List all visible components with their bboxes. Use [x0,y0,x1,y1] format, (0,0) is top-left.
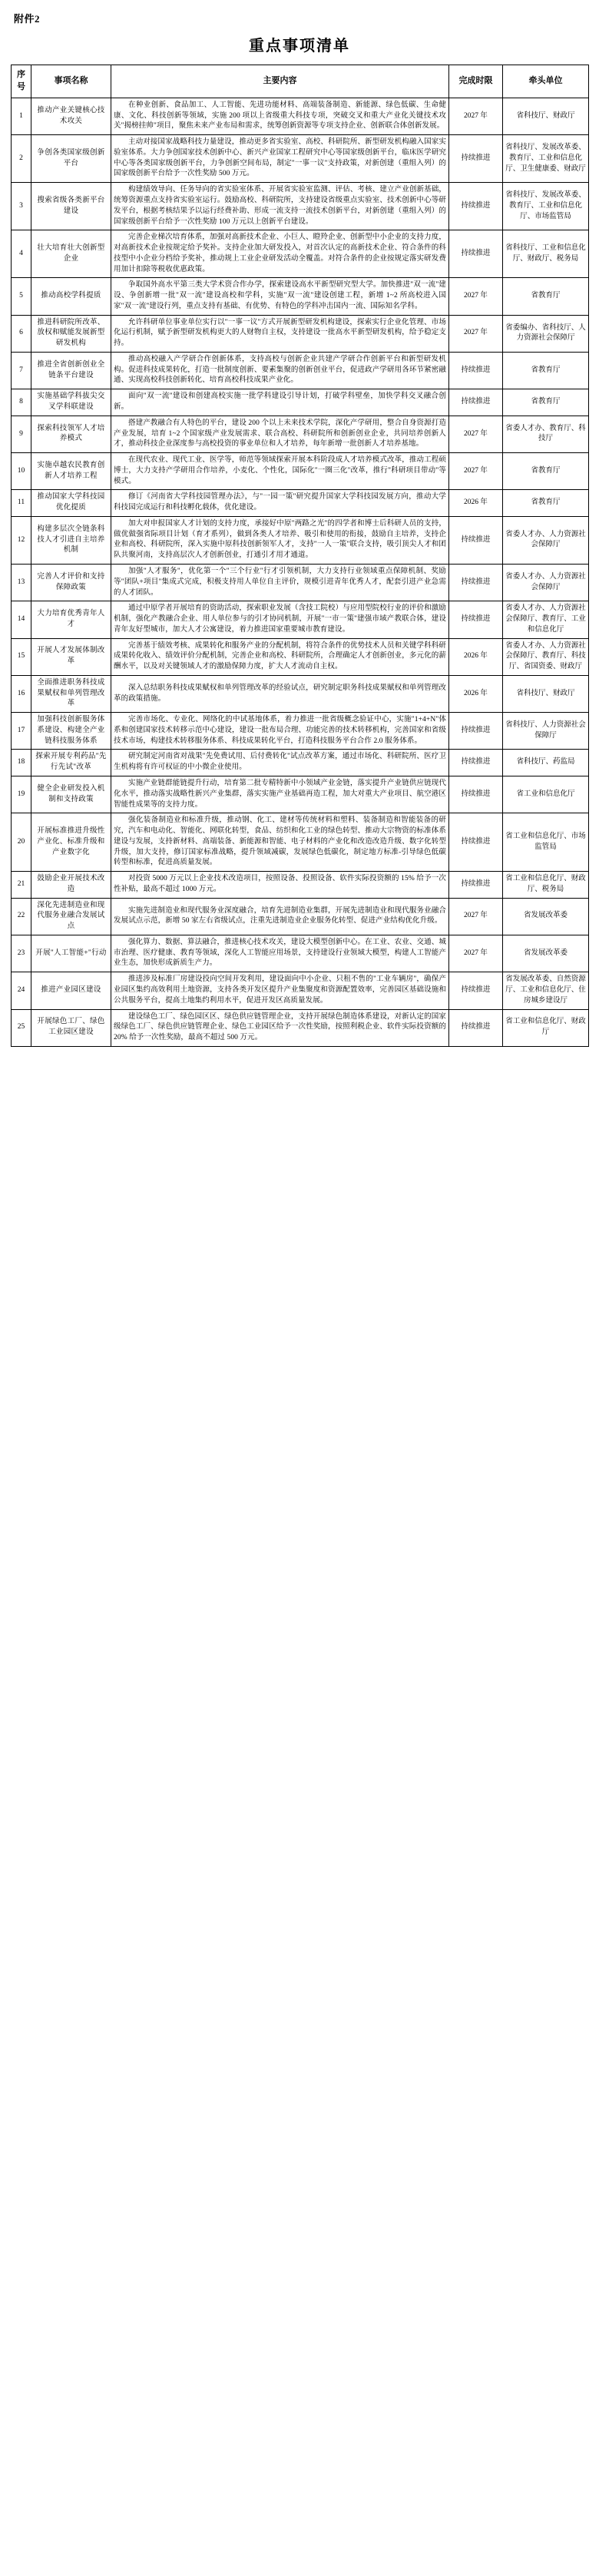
row-lead-unit: 省教育厅 [503,453,589,490]
row-item-name: 开展标准推进升级性产业化、标准升级和产业数字化 [31,813,111,872]
row-main-content-text: 构建绩效导向、任务导向的省实验室体系、开展省实验室监测、评估、考核、建立产业创新基础，统筹资源重点支持省实验室运行。鼓励高校、科研院所，支持建设省级重点实验室、技术创新中心等研发平台，根据考核结果予以运行经费补助、形成一流支持一流技术创新平台，对新创建（重组入列）的国家级创新平台给予一次性奖励 100 万元以上创新平台建设。 [114,186,446,226]
row-deadline: 持续推进 [449,564,503,601]
row-deadline: 持续推进 [449,516,503,564]
row-main-content [111,601,449,638]
table-row [12,564,589,601]
row-lead-unit: 省科技厅、人力资源社会保障厅 [503,713,589,750]
row-item-name: 开展"人工智能+"行动 [31,935,111,972]
row-deadline: 2027 年 [449,898,503,935]
row-index: 7 [12,352,31,389]
table-row [12,872,589,899]
document-page [0,0,599,1062]
row-item-name: 争创各类国家级创新平台 [31,135,111,183]
row-item-name: 加强科技创新服务体系建设、构建全产业链科技服务体系 [31,713,111,750]
row-index: 6 [12,315,31,352]
row-deadline: 2027 年 [449,278,503,315]
row-main-content-text: 在现代农业、现代工业、医学等，师范等领域探索开展本科阶段成人才培养模式改革，推动工程硕博士，大力支持产学研用合作培养，小麦化、个性化，国际化"一圈三化"改革，推行"科研项目带动"等模式。 [114,456,446,485]
row-deadline: 2027 年 [449,453,503,490]
row-main-content-text: 完善企业梯次培育体系，加强对高新技术企业、小巨人、瞪羚企业、创新型中小企业的支持力度，对高新技术企业按规定给予奖补。支持企业加大研发投入，对首次认定的高新技术企业、符合条件的科技型中小企业分档给予奖补，推动规上工业企业研发活动全覆盖。对符合条件的企业按规定落实研发费用加计扣除等税收优惠政策。 [114,233,446,273]
row-main-content-text: 推进涉及标准厂房建设投向空间开发利用，建设面向中小企业、只租不售的"工业车辆房"，确保产业园区集约高效利用土地资源，支持各类开发区提升产业集聚度和资源配置效率，完善园区基础设施和公共服务平台，提高土地集约利用水平，促进开发区高质量发展。 [114,975,446,1005]
row-deadline: 持续推进 [449,713,503,750]
row-main-content [111,516,449,564]
row-main-content [111,230,449,278]
row-deadline: 持续推进 [449,389,503,416]
row-item-name: 探索开展专利药品"先行先试"改革 [31,750,111,776]
row-item-name: 实施基础学科拔尖交叉学科联建设 [31,389,111,416]
row-main-content-text: 搭建产教融合有人特色的平台，建设 200 个以上未来技术学院，深化产学研用，整合自身资源打造产业发展，培育 1~2 个国家级产业发展需求、联合高校、科研院所和创新创业企业，共同培养创新人才，推动科技企业深度参与高校投资的事业单位和人才培养，每年新增一批创新人才培养基地。 [114,419,446,449]
table-row [12,278,589,315]
row-main-content [111,1009,449,1046]
row-index: 13 [12,564,31,601]
row-main-content [111,638,449,675]
row-lead-unit: 省委编办、省科技厅、人力资源社会保障厅 [503,315,589,352]
row-item-name: 推动产业关键核心技术攻关 [31,98,111,134]
row-lead-unit: 省工业和信息化厅、财政厅 [503,1009,589,1046]
row-index: 11 [12,490,31,517]
row-main-content-text: 允许科研单位事业单位实行以"一事一议"方式开展新型研发机构建设，探索实行企业化管理、市场化运行机制，赋予新型研发机构更大的人财物自主权，支持建设一批高水平新型研发机构，给予稳定支持。 [114,318,446,348]
row-lead-unit: 省教育厅 [503,352,589,389]
row-main-content-text: 对投资 5000 万元以上企业技术改造项目，按照设备、投照设备、软件实际投资额的 15% 给予一次性补贴，最高不超过 1000 万元。 [114,875,446,893]
row-deadline: 持续推进 [449,813,503,872]
row-deadline: 持续推进 [449,230,503,278]
row-index: 18 [12,750,31,776]
row-main-content [111,776,449,813]
row-item-name: 搜索省级各类新平台建设 [31,183,111,230]
row-item-name: 健全企业研发投入机制和支持政策 [31,776,111,813]
row-index: 8 [12,389,31,416]
row-main-content [111,278,449,315]
row-index: 15 [12,638,31,675]
table-row [12,638,589,675]
row-main-content [111,935,449,972]
row-lead-unit: 省科技厅、财政厅 [503,98,589,134]
row-lead-unit: 省发展改革委、自然资源厅、工业和信息化厅、住房城乡建设厅 [503,972,589,1009]
row-index: 19 [12,776,31,813]
key-items-table [11,65,589,1047]
row-index: 16 [12,675,31,712]
row-deadline: 2027 年 [449,98,503,134]
table-row [12,750,589,776]
row-main-content-text: 实施先进制造业和现代服务业深度融合，培育先进制造业集群，开展先进制造业和现代服务业融合发展试点示范，新增 50 家左右省级试点，注重先进制造业企业服务化转型、促进产业结构优化升级。 [114,906,446,925]
row-deadline: 2026 年 [449,490,503,517]
row-main-content-text: 在种业创新、食品加工、人工智能、先进功能材料、高端装备制造、新能源、绿色低碳、生命健康、文化、科技创新等领域，实施 200 项以上省级重大科技专项，突破交叉和重大产业化关键技术攻关"揭榜挂帅"项目，聚焦未来产业布局和需求，统筹创新资源等专项支持企业、创新联合体创新发展。 [114,101,446,131]
row-index: 20 [12,813,31,872]
row-main-content-text: 主动对接国家战略科技力量建设，推动更多省实验室、高校、科研院所、新型研发机构融入国家实验室体系。大力争创国家技术创新中心、新兴产业国家工程研究中心等国家级创新平台，临床医学研究中心等各类国家级创新平台，力争创新空间布局，制定"一事一议"支持政策，对新创建（重组入列）的国家级创新平台给予一次性奖励 500 万元。 [114,138,446,178]
column-header-deadline: 完成时限 [449,65,503,98]
row-lead-unit: 省教育厅 [503,278,589,315]
table-row [12,516,589,564]
column-header-index: 序号 [12,65,31,98]
row-lead-unit: 省委人才办、人力资源社会保障厅、教育厅、工业和信息化厅 [503,601,589,638]
table-row [12,230,589,278]
row-main-content-text: 推动高校融入产学研合作创新体系，支持高校与创新企业共建产学研合作创新平台和新型研发机构。促进科技成果转化，打造一批制度创新、要素集聚的创新创业平台，促进政产学研用各环节紧密融通、实现高校科技创新转化、培育高校科技成果产业化。 [114,355,446,385]
column-header-lead: 牵头单位 [503,65,589,98]
row-main-content [111,98,449,134]
row-item-name: 推进产业园区建设 [31,972,111,1009]
row-lead-unit: 省发展改革委 [503,935,589,972]
row-index: 14 [12,601,31,638]
row-main-content [111,490,449,517]
table-row [12,713,589,750]
row-index: 10 [12,453,31,490]
row-item-name: 推进全省创新创业全链条平台建设 [31,352,111,389]
row-item-name: 完善人才评价和支持保障政策 [31,564,111,601]
row-lead-unit: 省工业和信息化厅、财政厅、税务局 [503,872,589,899]
table-row [12,135,589,183]
row-index: 24 [12,972,31,1009]
row-deadline: 持续推进 [449,750,503,776]
table-body [12,98,589,1046]
row-index: 2 [12,135,31,183]
row-item-name: 推动国家大学科技园优化提质 [31,490,111,517]
table-row [12,98,589,134]
row-item-name: 推动高校学科提质 [31,278,111,315]
row-index: 1 [12,98,31,134]
document-title: 重点事项清单 [249,38,350,55]
row-main-content-text: 深入总结职务科技成果赋权和单列管理改革的经验试点，研究制定职务科技成果赋权和单列管理改革的政策措施。 [114,684,446,703]
row-lead-unit: 省科技厅、药监局 [503,750,589,776]
attachment-label: 附件2 [14,13,41,25]
row-deadline: 持续推进 [449,972,503,1009]
row-item-name: 大力培育优秀青年人才 [31,601,111,638]
table-row [12,183,589,230]
row-lead-unit: 省工业和信息化厅 [503,776,589,813]
row-main-content [111,453,449,490]
row-index: 12 [12,516,31,564]
row-item-name: 鼓励企业开展技术改造 [31,872,111,899]
row-deadline: 持续推进 [449,352,503,389]
table-row [12,601,589,638]
table-row [12,389,589,416]
row-main-content-text: 强化算力、数据、算法融合，推进核心技术攻关，建设大模型创新中心。在工业、农业、交通、城市治理、医疗健康、教育等领域，深化人工智能应用场景，支持建设行业领域大模型，构建人工智能产业生态，加快形成新质生产力。 [114,938,446,968]
row-item-name: 全面推进职务科技成果赋权和单列管理改革 [31,675,111,712]
row-main-content [111,872,449,899]
row-index: 4 [12,230,31,278]
row-lead-unit: 省科技厅、发展改革委、教育厅、工业和信息化厅、市场监管局 [503,183,589,230]
table-row [12,972,589,1009]
row-main-content-text: 加强"人才服务"，优化第一个"三个行业"行才引领机制，大力支持行业领域重点保障机制、奖励等"团队+项目"集成式完成，积极支持用人单位自主评价，规模引进青年优秀人才，配套引进产业急需的人才团队。 [114,567,446,597]
row-main-content-text: 完善基于绩效考核、成果转化和服务产业的分配机制，将符合条件的优势技术人员和关键学科科研成果转化收入、绩效评价分配机制，完善企业和高校、科研院所，合理确定人才创新创业，多元化的薪酬水平，以及对关键领域人才的激励保障力度，扩大人才流动自主权。 [114,641,446,671]
row-item-name: 壮大培育壮大创新型企业 [31,230,111,278]
row-main-content-text: 建设绿色工厂、绿色园区区、绿色供应链管理企业，支持开展绿色制造体系建设，对新认定的国家级绿色工厂、绿色供应链管理企业、绿色工业园区给予一次性奖励，按照利税企业、软件实际投资额的 20% 给予一次性奖励，最高不超过 500 万元。 [114,1012,446,1042]
table-row [12,935,589,972]
row-item-name: 深化先进制造业和现代服务业融合发展试点 [31,898,111,935]
row-index: 3 [12,183,31,230]
row-main-content [111,389,449,416]
row-deadline: 2027 年 [449,315,503,352]
column-header-name: 事项名称 [31,65,111,98]
row-main-content [111,315,449,352]
table-row [12,352,589,389]
row-item-name: 推进科研院所改革、放权和赋能发展新型研发机构 [31,315,111,352]
row-main-content [111,564,449,601]
row-index: 22 [12,898,31,935]
row-deadline: 2027 年 [449,416,503,452]
row-main-content [111,675,449,712]
row-main-content-text: 完善市场化、专业化、网络化的中试基地体系，着力推进一批省级概念验证中心，实施"1+4+N"体系和创建国家技术转移示范中心建设，建设一批布局合理、功能完善的技术转移机构，完善国家和省级技术市场，构建技术转移服务体系、科技成果转化平台，打造科技服务平台合作 2.0 服务体系。 [114,716,446,745]
table-row [12,416,589,452]
row-lead-unit: 省科技厅、发展改革委、教育厅、工业和信息化厅、卫生健康委、财政厅 [503,135,589,183]
table-row [12,776,589,813]
row-item-name: 开展绿色工厂、绿色工业园区建设 [31,1009,111,1046]
row-deadline: 持续推进 [449,183,503,230]
row-main-content-text: 争取国外高水平第三类大学术资合作办学，探索建设高水平新型研究型大学。加快推进"双一流"建设、争创新增一批"双一流"建设高校和学科，实施"双一流"建设创建工程，新增 1~2 所高校进入国家"双一流"建设行列，重点支持有基础、有优势、有特色的学科冲击国内一流、国际知名学科。 [114,281,446,310]
row-index: 5 [12,278,31,315]
row-lead-unit: 省委人才办、教育厅、科技厅 [503,416,589,452]
row-main-content [111,750,449,776]
row-main-content-text: 强化装备制造业和标准升级，推动钢、化工、建材等传统材料和塑料、装备制造和智能装备的研究，汽车和电动化、智能化、网联化转型，食品、纺织和化工业的绿色转型、推动大宗物资的标准体系建设与发展，支持新材料、高端装备、新能源和智能、电子材料的产业化和改造改造升级、数字化转型升级，加大支持，修订国家标准战略，提升领域减碳，发展绿色低碳化，制定地方标准-引导绿色低碳转型和标准，促进高质量发展。 [114,816,446,867]
table-row [12,675,589,712]
row-deadline: 持续推进 [449,776,503,813]
row-main-content [111,898,449,935]
row-main-content [111,972,449,1009]
row-main-content-text: 通过中原学者开展培育的资助活动，探索职业发展（含技工院校）与应用型院校行业的评价和激励机制，强化产教融合企业、用人单位参与的引才协同机制，开展"一市一策"建强市域产教联合体，建设青年友好型城市，加大人才公寓建设，着力推进国家重要城市教育建设。 [114,604,446,634]
row-lead-unit: 省委人才办、人力资源社会保障厅 [503,516,589,564]
row-main-content [111,416,449,452]
table-row [12,813,589,872]
row-main-content [111,183,449,230]
row-lead-unit: 省发展改革委 [503,898,589,935]
row-index: 17 [12,713,31,750]
row-main-content [111,352,449,389]
row-item-name: 探索科技领军人才培养模式 [31,416,111,452]
row-main-content-text: 面向"双一流"建设和创建高校实施一批学科建设引导计划，打破学科壁垒，加快学科交叉融合创新。 [114,392,446,412]
row-index: 9 [12,416,31,452]
row-index: 25 [12,1009,31,1046]
row-deadline: 2026 年 [449,638,503,675]
row-deadline: 持续推进 [449,601,503,638]
row-main-content [111,813,449,872]
table-row [12,315,589,352]
table-row [12,898,589,935]
table-row [12,453,589,490]
row-lead-unit: 省科技厅、工业和信息化厅、财政厅、税务局 [503,230,589,278]
row-main-content-text: 实施产业链群能链提升行动，培育第二批专精特新中小领域产业金链，落实提升产业链供应链现代化水平，推动落实战略性新兴产业集群，落实实施产业基础再造工程，加大对重大产业项目、航空港区智能性成果等的支持力度。 [114,779,446,809]
row-item-name: 开展人才发展体制改革 [31,638,111,675]
column-header-content: 主要内容 [111,65,449,98]
row-lead-unit: 省委人才办、人力资源社会保障厅 [503,564,589,601]
row-main-content-text: 加大对申报国家人才计划的支持力度，承接好中原"两路之光"的四学者和博士后科研人员的支持，做优做强省际项目计划（育才系列），做到各类人才培养、吸引和使用的衔接，鼓励自主培养，支持企业和高校、科研院所，深入实施中原科技创新领军人才，支持"一人一策"联合支持，吸引顶尖人才和团队共聚河南，支持高层次人才创新创业，打通引才用才通道。 [114,519,446,560]
row-deadline: 持续推进 [449,1009,503,1046]
row-lead-unit: 省教育厅 [503,389,589,416]
row-main-content [111,713,449,750]
row-item-name: 构建多层次全链条科技人才引进自主培养机制 [31,516,111,564]
table-row [12,490,589,517]
row-deadline: 2027 年 [449,935,503,972]
row-lead-unit: 省教育厅 [503,490,589,517]
row-main-content [111,135,449,183]
row-deadline: 持续推进 [449,872,503,899]
row-index: 21 [12,872,31,899]
table-row [12,1009,589,1046]
row-main-content-text: 修订《河南省大学科技园管理办法》，与"一园一策"研究提升国家大学科技园发展方向，推动大学科技园完成运行和科技孵化载体，优化建设。 [114,493,446,512]
row-main-content-text: 研究制定河南省对战果"先免费试用、后付费转化"试点改革方案，通过市场化、科研院所、医疗卫生机构将有许可权证的中小微企业使用。 [114,753,446,772]
row-lead-unit: 省委人才办、人力资源社会保障厅、教育厅、科技厅、省国资委、财政厅 [503,638,589,675]
row-index: 23 [12,935,31,972]
table-header-row [12,65,589,98]
row-item-name: 实施卓越农民教育创新人才培养工程 [31,453,111,490]
row-lead-unit: 省工业和信息化厅、市场监管局 [503,813,589,872]
row-lead-unit: 省科技厅、财政厅 [503,675,589,712]
row-deadline: 2026 年 [449,675,503,712]
row-deadline: 持续推进 [449,135,503,183]
